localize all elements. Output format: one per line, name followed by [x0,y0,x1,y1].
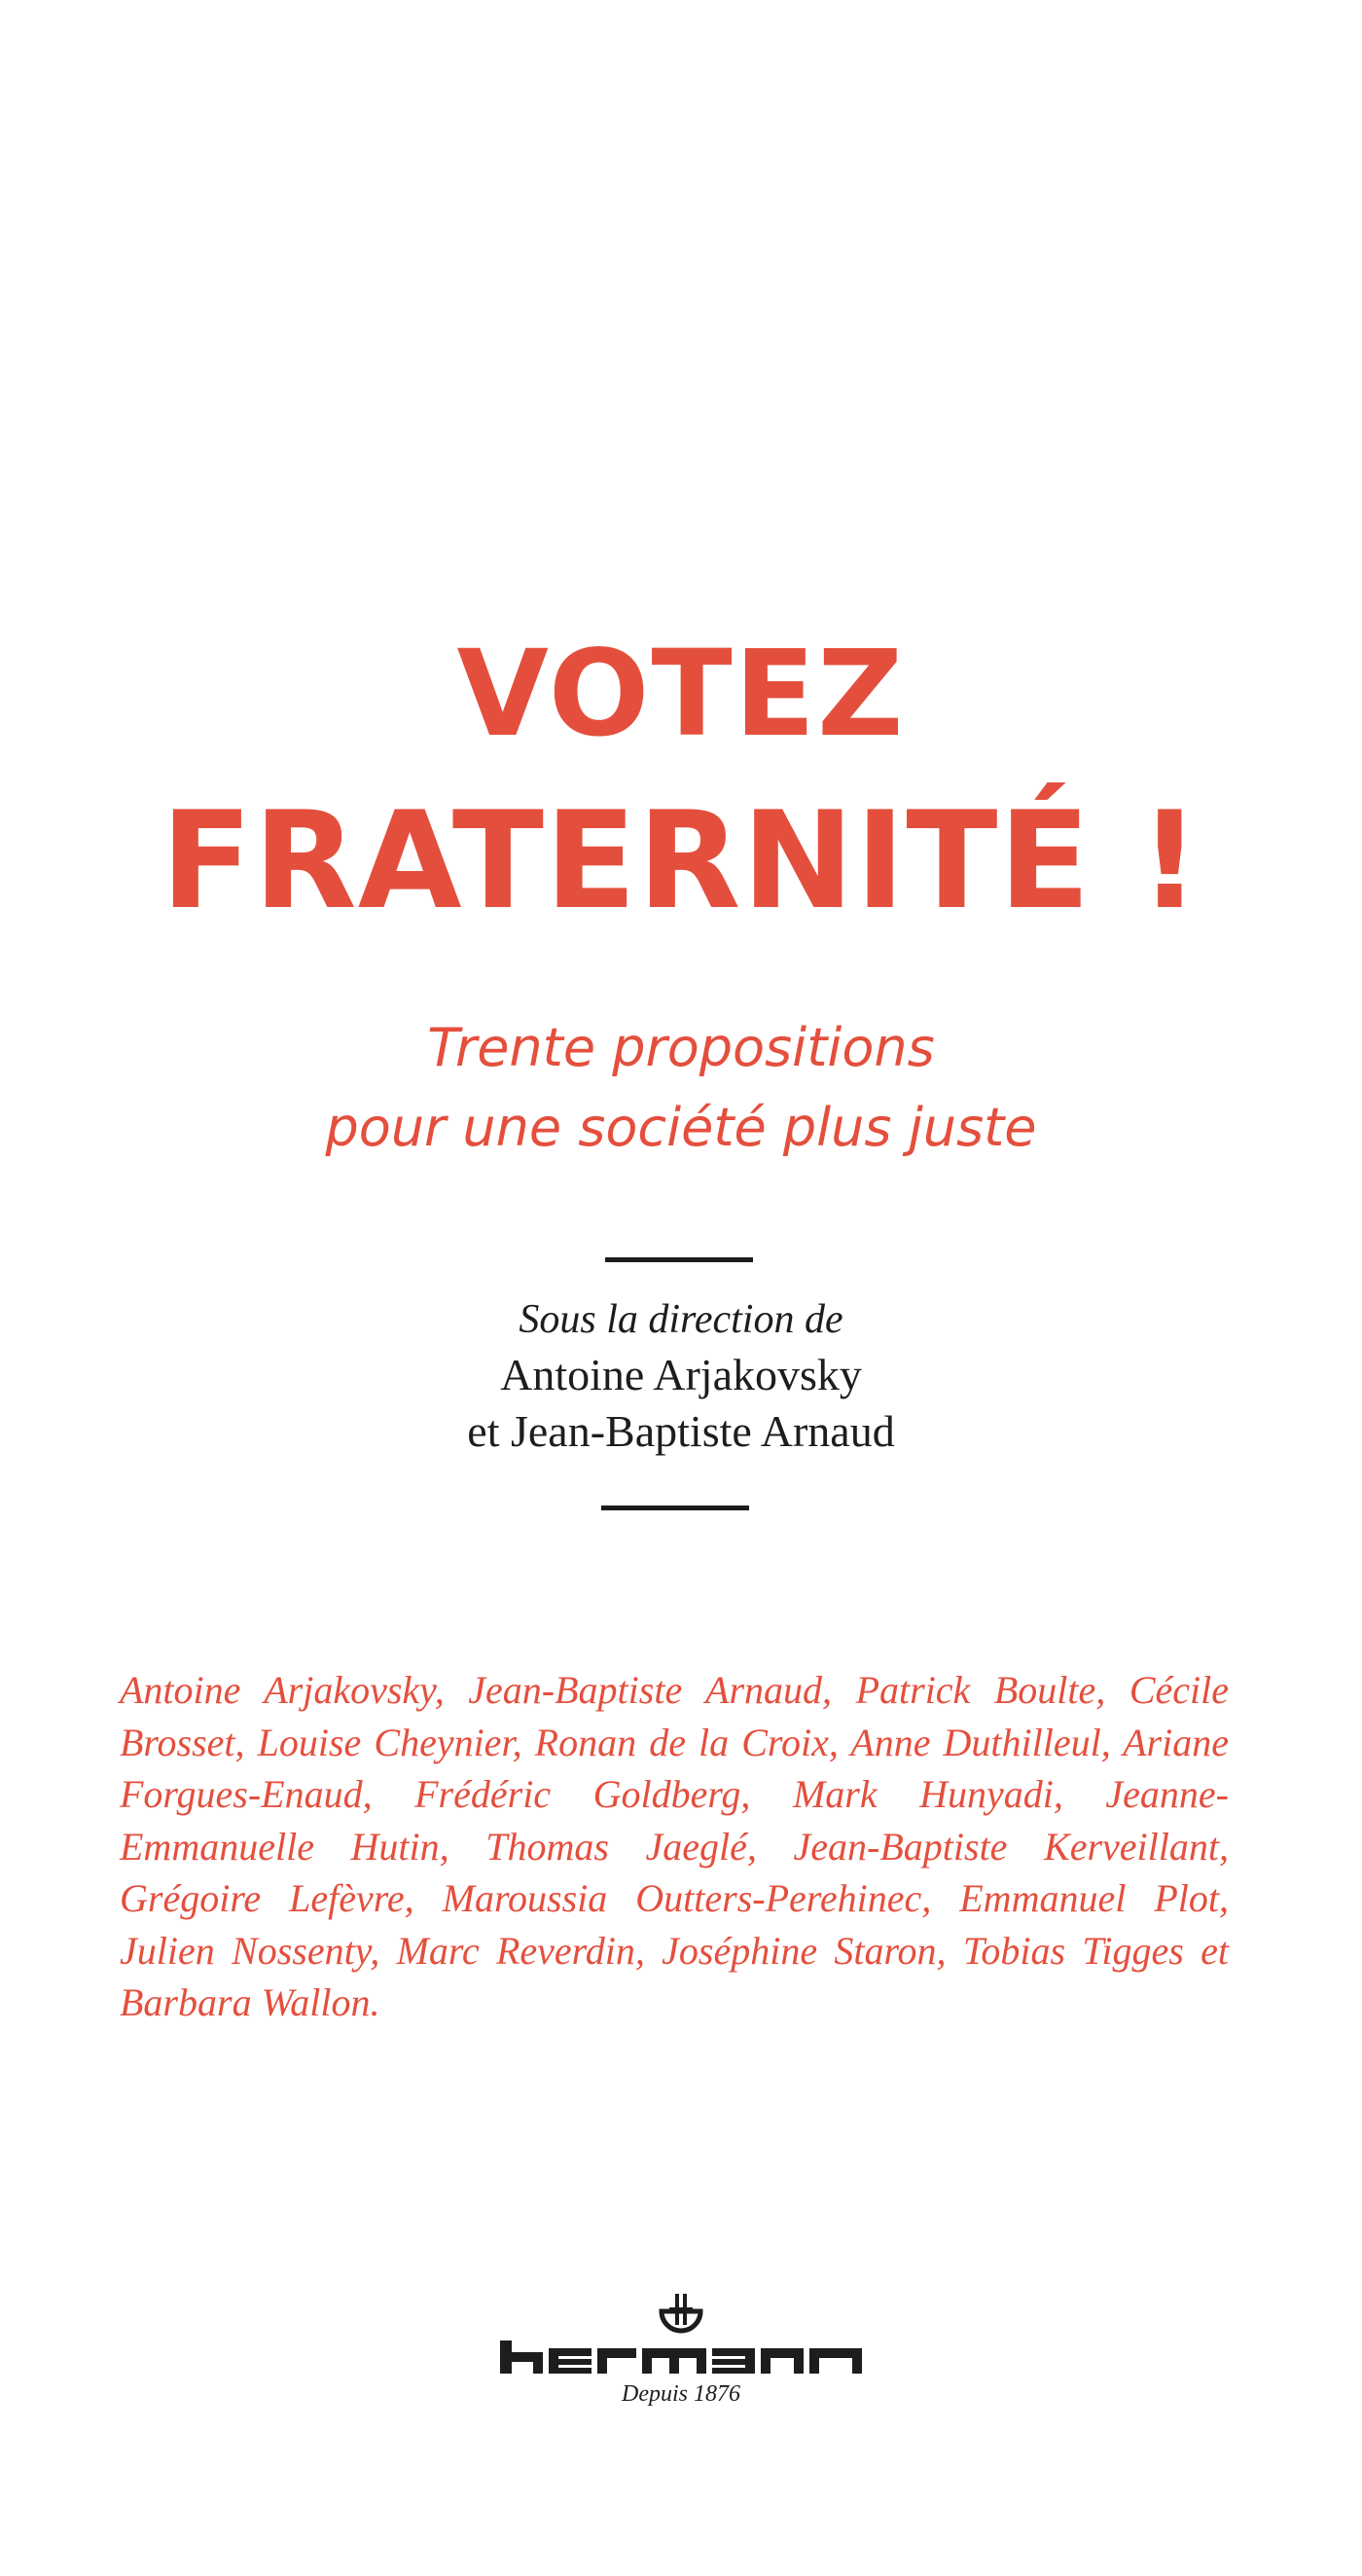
divider-bottom [601,1506,749,1510]
subtitle-line-2: pour une société plus juste [325,1097,1037,1158]
divider-top [605,1257,753,1262]
editor-name-2: et Jean-Baptiste Arnaud [467,1406,895,1456]
title-line-2: FRATERNITÉ ! [161,782,1201,939]
subtitle-line-1: Trente propositions [427,1017,935,1078]
editor-name-1: Antoine Arjakovsky [500,1350,862,1399]
publisher-logo [0,2292,1362,2409]
publisher-tagline: Depuis 1876 [622,2381,740,2407]
editors-intro: Sous la direction de [519,1297,843,1342]
title-line-1: VOTEZ [456,625,906,763]
hermann-emblem-icon [658,2292,704,2335]
hermann-wordmark [500,2340,862,2374]
contributors-list: Antoine Arjakovsky, Jean-Baptiste Arnaud, Patrick Boulte, Cécile Brosset, Louise Cheynier, Ronan de la Croix, Anne Duthilleul, Ariane Forgues-Enaud, Frédéric Goldberg, Mark Hunyadi, Jeanne-Emmanuelle Hutin, Thomas Jaeglé, Jean-Baptiste Kerveillant, Grégoire Lefèvre, Maroussia Outters-Perehinec, Emmanuel Plot, Julien Nossenty, Marc Reverdin, Joséphine Staron, Tobias Tigges et Barbara Wallon. [120,1668,1229,2024]
